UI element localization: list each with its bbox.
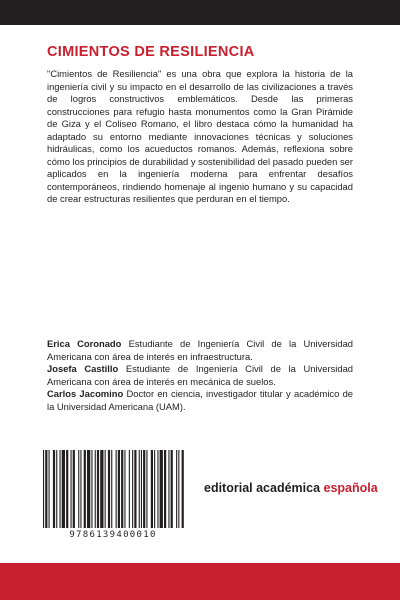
author-bios	[47, 338, 353, 413]
barcode-bar	[151, 450, 153, 528]
barcode-bar	[182, 450, 184, 528]
bottom-red-band	[0, 563, 400, 600]
barcode-bar	[164, 450, 166, 528]
barcode-bar	[84, 450, 86, 528]
author-bio: Doctor en ciencia, investigador titular y académico de la Universidad Americana (UAM).	[47, 388, 354, 412]
barcode-bars	[40, 450, 186, 530]
barcode-bar	[43, 450, 44, 528]
barcode-bar	[132, 450, 133, 528]
author-name: Erica Coronado	[47, 338, 122, 349]
author-name: Josefa Castillo	[47, 363, 119, 374]
publisher-name: editorial académica	[204, 481, 321, 495]
barcode-bar	[53, 450, 55, 528]
barcode-bar	[97, 450, 99, 528]
barcode-bar	[171, 450, 173, 528]
barcode-bar	[157, 450, 158, 528]
barcode-bar	[146, 450, 147, 528]
barcode-bar	[143, 450, 145, 528]
author-bio: Estudiante de Ingeniería Civil de la Universidad Americana con área de interés en infraestructura.	[47, 338, 354, 362]
author-bio: Estudiante de Ingeniería Civil de la Universidad Americana con área de interés en mecánica de suelos.	[47, 363, 353, 387]
publisher-logo-text	[204, 481, 378, 495]
barcode-bar	[73, 450, 75, 528]
barcode-bar	[60, 450, 61, 528]
barcode-bar	[176, 450, 177, 528]
barcode-bar	[100, 450, 103, 528]
barcode-bar	[78, 450, 79, 528]
barcode-bar	[87, 450, 90, 528]
author-entry	[47, 363, 353, 388]
barcode-bar	[49, 450, 50, 528]
barcode-bar	[154, 450, 155, 528]
author-entry	[47, 388, 353, 413]
barcode-bar	[62, 450, 65, 528]
barcode-bar	[124, 450, 125, 528]
barcode-bar	[134, 450, 136, 528]
author-entry	[47, 338, 353, 363]
barcode-bar	[111, 450, 112, 528]
barcode-bar	[160, 450, 163, 528]
barcode-bar	[116, 450, 117, 528]
barcode-bar	[91, 450, 92, 528]
barcode-bar	[56, 450, 57, 528]
barcode-bar	[71, 450, 72, 528]
isbn-barcode	[40, 450, 186, 542]
top-dark-band	[0, 0, 400, 25]
barcode-bar	[168, 450, 169, 528]
book-title: CIMIENTOS DE RESILIENCIA	[47, 44, 255, 60]
author-name: Carlos Jacomino	[47, 388, 124, 399]
barcode-bar	[45, 450, 47, 528]
book-description: "Cimientos de Resiliencia" es una obra que explora la historia de la ingeniería civil y su impacto en el desarrollo de las civilizaciones a través de logros constructivos emblemáticos. Desde las primeras construcciones para refugio hasta monumentos como la Gran Pirámide de Giza y el Coliseo Romano, el libro destaca cómo la humanidad ha adaptado su entorno mediante innovaciones técnicas y soluciones hidráulicas, como los acueductos romanos. Además, reflexiona sobre cómo los principios de durabilidad y sostenibilidad del pasado pueden ser aplicados en la ingeniería moderna para enfrentar desafíos contemporáneos, rindiendo homenaje al ingenio humano y su capacidad de crear estructuras resilientes que perduran en el tiempo.	[47, 68, 353, 204]
barcode-bar	[105, 450, 106, 528]
barcode-bar	[80, 450, 81, 528]
publisher-name-accent: española	[323, 481, 378, 495]
barcode-bar	[178, 450, 179, 528]
barcode-bar	[118, 450, 120, 528]
barcode-digits: 9786139400010	[69, 530, 157, 540]
barcode-bar	[141, 450, 142, 528]
barcode-bar	[121, 450, 123, 528]
barcode-bar	[95, 450, 96, 528]
barcode-bar	[139, 450, 140, 528]
barcode-bar	[66, 450, 68, 528]
barcode-bar	[108, 450, 110, 528]
barcode-bar	[129, 450, 130, 528]
